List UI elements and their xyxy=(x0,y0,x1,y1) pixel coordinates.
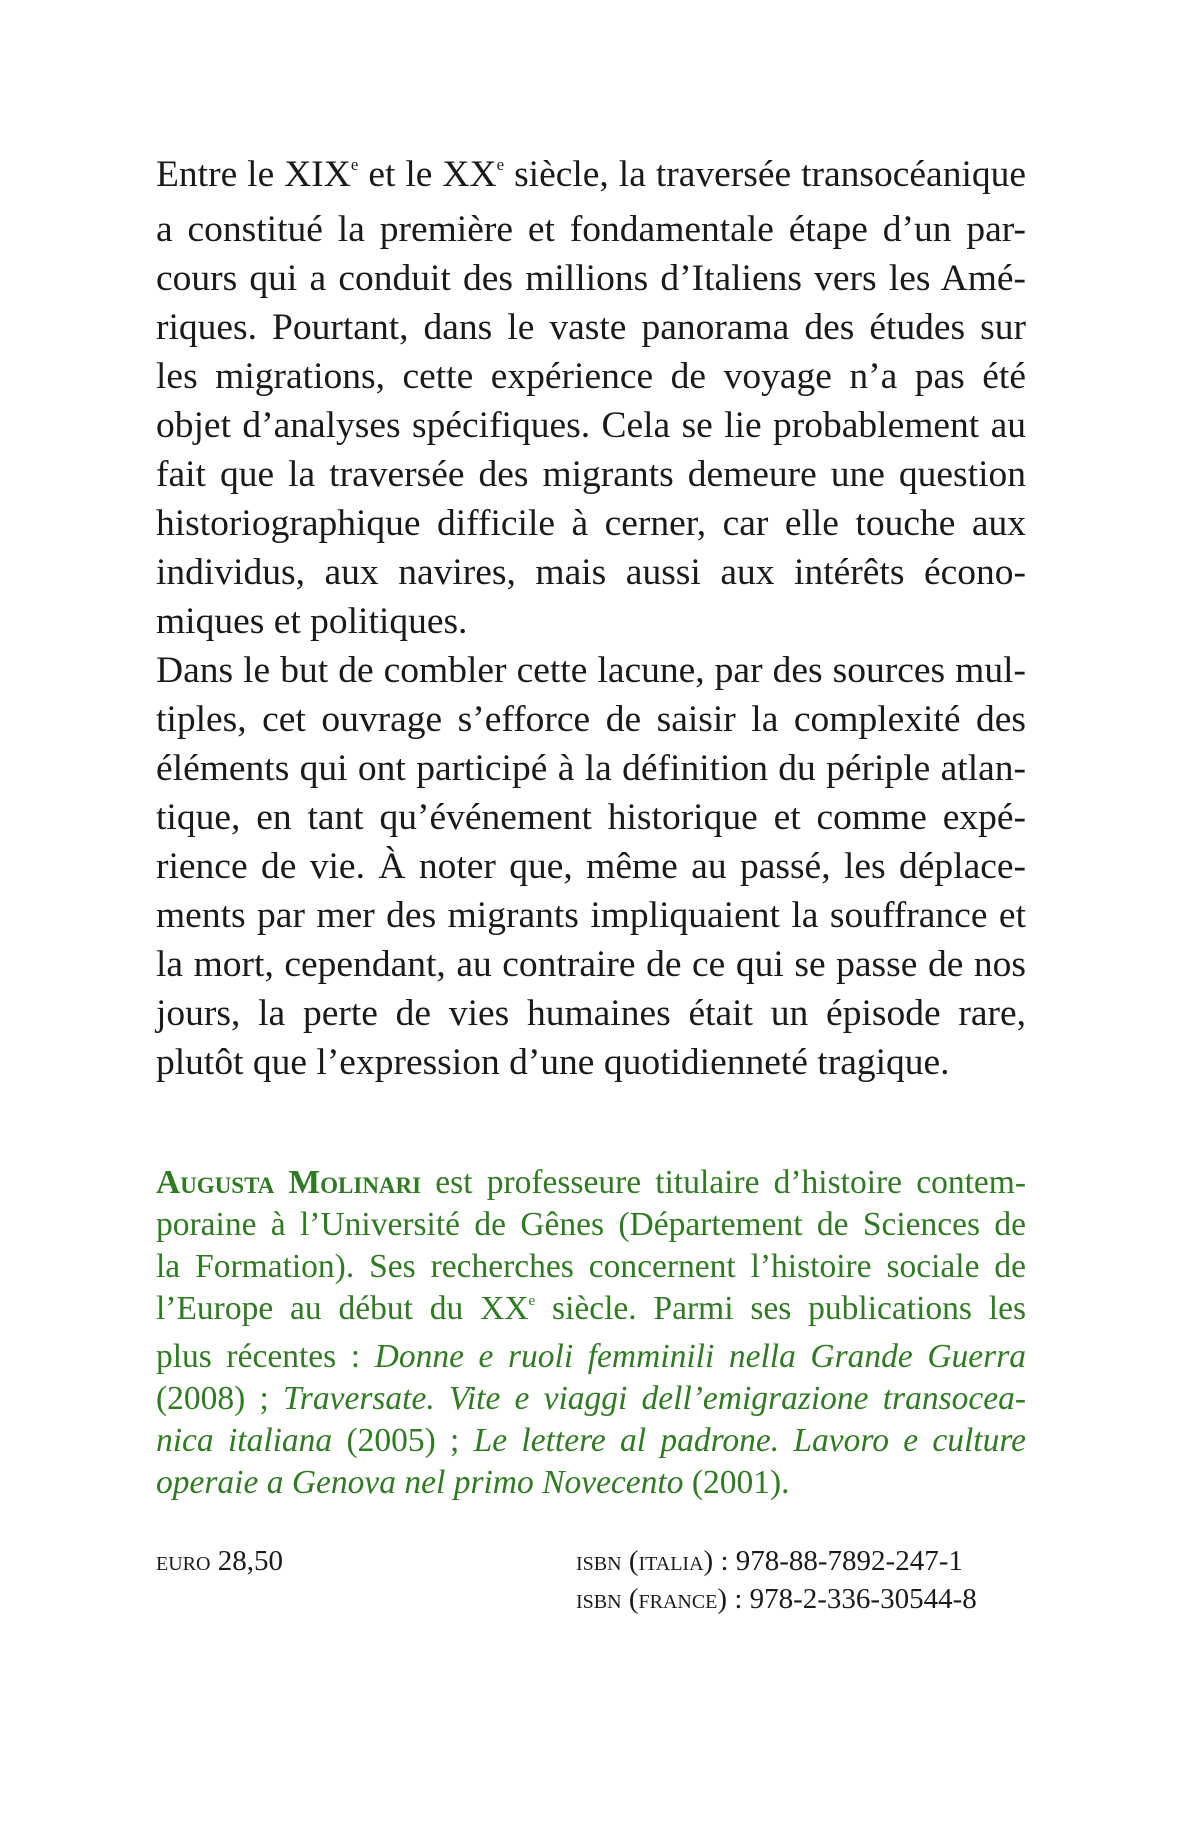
description-line: la mort, cependant, au contraire de ce qui se passe de nos xyxy=(156,944,1026,985)
bio-line-4: l’Europe au début du XXe siècle. Parmi ses publications les xyxy=(156,1290,1026,1327)
description-line: les migrations, cette expérience de voyage n’a pas été xyxy=(156,356,1026,397)
description-line: a constitué la première et fondamentale étape d’un par- xyxy=(156,209,1026,250)
description-line: objet d’analyses spécifiques. Cela se lie probablement au xyxy=(156,405,1026,446)
bio-line-5: plus récentes : Donne e ruoli femminili nella Grande Guerra xyxy=(156,1338,1026,1375)
author-bio xyxy=(156,1162,1026,1504)
bio-line-3: la Formation). Ses recherches concernent l’histoire sociale de xyxy=(156,1248,1026,1285)
isbn-block xyxy=(576,1542,977,1618)
description-line-1: Entre le XIXe et le XXe siècle, la traversée transocéanique xyxy=(156,154,1027,195)
isbn-france: isbn (france) : 978-2-336-30544-8 xyxy=(576,1583,977,1615)
publication-title: Le lettere al padrone. Lavoro e culture xyxy=(473,1422,1027,1459)
description-line: éléments qui ont participé à la définition du périple atlan- xyxy=(156,748,1026,789)
bio-line-7: nica italiana (2005) ; Le lettere al padrone. Lavoro e culture xyxy=(156,1422,1027,1459)
bio-line-8: operaie a Genova nel primo Novecento (2001). xyxy=(156,1464,790,1501)
price xyxy=(156,1542,283,1580)
description-line: tiples, cet ouvrage s’efforce de saisir la complexité des xyxy=(156,699,1026,740)
description-line: miques et politiques. xyxy=(156,601,468,642)
price-amount: 28,50 xyxy=(217,1545,283,1577)
bio-line-6: (2008) ; Traversate. Vite e viaggi dell’emigrazione transocea- xyxy=(156,1380,1027,1417)
description-line: jours, la perte de vies humaines était un épisode rare, xyxy=(156,993,1026,1034)
description-line: historiographique difficile à cerner, car elle touche aux xyxy=(156,503,1026,544)
publication-title: nica italiana xyxy=(156,1422,333,1459)
description-line: plutôt que l’expression d’une quotidienneté tragique. xyxy=(156,1042,950,1083)
publication-title: operaie a Genova nel primo Novecento xyxy=(156,1464,684,1501)
bio-line-1: Augusta Molinari est professeure titulaire d’histoire contem- xyxy=(156,1164,1026,1201)
description-line: Dans le but de combler cette lacune, par des sources mul- xyxy=(156,650,1026,691)
description-line: rience de vie. À noter que, même au passé, les déplace- xyxy=(156,846,1026,887)
description-line: tique, en tant qu’événement historique et comme expé- xyxy=(156,797,1026,838)
publication-title: Traversate. Vite e viaggi dell’emigrazione transocea- xyxy=(283,1380,1027,1417)
isbn-italia: isbn (italia) : 978-88-7892-247-1 xyxy=(576,1545,963,1577)
description-line: fait que la traversée des migrants demeure une question xyxy=(156,454,1026,495)
publication-title: Donne e ruoli femminili nella Grande Guerra xyxy=(374,1338,1026,1375)
price-currency: euro xyxy=(156,1545,211,1577)
bio-line-2: poraine à l’Université de Gênes (Département de Sciences de xyxy=(156,1206,1026,1243)
book-description xyxy=(156,150,1026,1087)
description-line: ments par mer des migrants impliquaient la souffrance et xyxy=(156,895,1026,936)
description-line: individus, aux navires, mais aussi aux intérêts écono- xyxy=(156,552,1026,593)
author-name: Augusta Molinari xyxy=(156,1164,422,1201)
description-line: cours qui a conduit des millions d’Italiens vers les Amé- xyxy=(156,258,1026,299)
description-line: riques. Pourtant, dans le vaste panorama des études sur xyxy=(156,307,1026,348)
